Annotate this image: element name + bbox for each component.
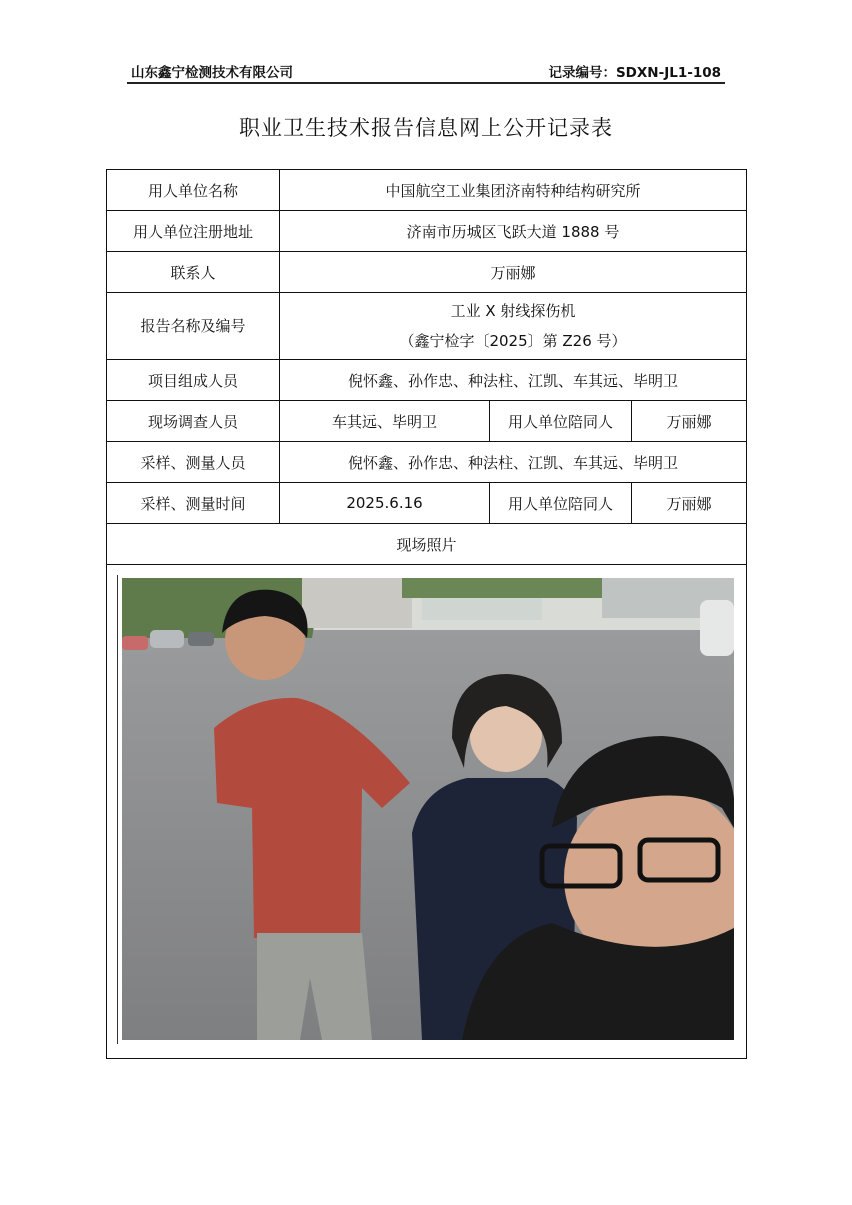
label-photo: 现场照片 bbox=[107, 524, 747, 565]
value-sampling-time: 2025.6.16 bbox=[280, 483, 490, 524]
row-report bbox=[107, 293, 747, 360]
car-right bbox=[700, 600, 734, 656]
value-employer-address: 济南市历城区飞跃大道 1888 号 bbox=[280, 211, 747, 252]
row-sampling-time bbox=[107, 483, 747, 524]
value-project-members: 倪怀鑫、孙作忠、种法柱、江凯、车其远、毕明卫 bbox=[280, 360, 747, 401]
label-report: 报告名称及编号 bbox=[107, 293, 280, 360]
row-employer-address bbox=[107, 211, 747, 252]
company-name: 山东鑫宁检测技术有限公司 bbox=[131, 65, 293, 81]
label-employer-address: 用人单位注册地址 bbox=[107, 211, 280, 252]
label-site-survey: 现场调查人员 bbox=[107, 401, 280, 442]
car-1 bbox=[122, 636, 148, 650]
photo-cell bbox=[107, 565, 747, 1059]
label-employer-name: 用人单位名称 bbox=[107, 170, 280, 211]
value-companion-2: 万丽娜 bbox=[632, 483, 747, 524]
record-number: 记录编号：SDXN-JL1-108 bbox=[548, 65, 721, 81]
value-site-survey: 车其远、毕明卫 bbox=[280, 401, 490, 442]
value-employer-name: 中国航空工业集团济南特种结构研究所 bbox=[280, 170, 747, 211]
row-photo-header bbox=[107, 524, 747, 565]
label-companion-2: 用人单位陪同人 bbox=[490, 483, 632, 524]
value-sampling-staff: 倪怀鑫、孙作忠、种法柱、江凯、车其远、毕明卫 bbox=[280, 442, 747, 483]
photo-frame bbox=[117, 575, 738, 1044]
label-companion: 用人单位陪同人 bbox=[490, 401, 632, 442]
value-report bbox=[280, 293, 747, 360]
row-site-survey bbox=[107, 401, 747, 442]
label-contact: 联系人 bbox=[107, 252, 280, 293]
site-photo-illustration bbox=[122, 578, 734, 1040]
label-sampling-time: 采样、测量时间 bbox=[107, 483, 280, 524]
building bbox=[302, 578, 412, 628]
car-2 bbox=[150, 630, 184, 648]
car-3 bbox=[188, 632, 214, 646]
report-number: （鑫宁检字〔2025〕第 Z26 号） bbox=[399, 332, 627, 350]
row-employer-name bbox=[107, 170, 747, 211]
page-header bbox=[127, 60, 725, 84]
label-sampling-staff: 采样、测量人员 bbox=[107, 442, 280, 483]
row-contact bbox=[107, 252, 747, 293]
record-table bbox=[106, 169, 747, 1059]
row-sampling-staff bbox=[107, 442, 747, 483]
document-title: 职业卫生技术报告信息网上公开记录表 bbox=[239, 116, 613, 140]
report-name: 工业 X 射线探伤机 bbox=[450, 302, 576, 320]
site-photo bbox=[122, 578, 734, 1040]
label-project-members: 项目组成人员 bbox=[107, 360, 280, 401]
value-contact: 万丽娜 bbox=[280, 252, 747, 293]
value-companion: 万丽娜 bbox=[632, 401, 747, 442]
row-photo bbox=[107, 565, 747, 1059]
row-project-members bbox=[107, 360, 747, 401]
